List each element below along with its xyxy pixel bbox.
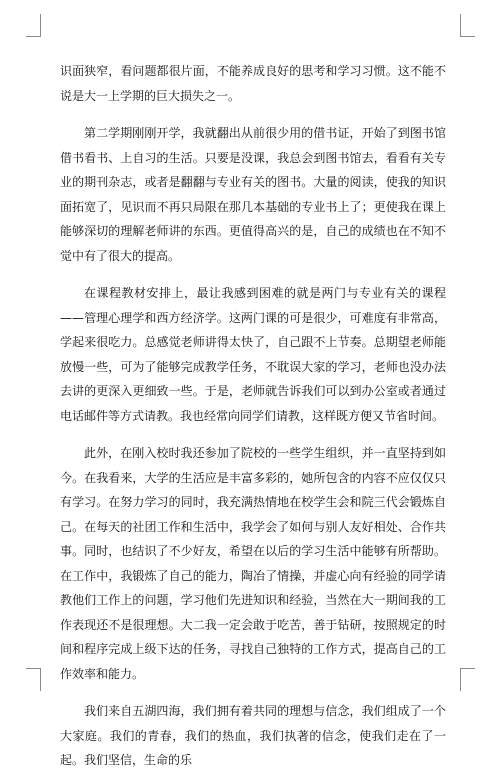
crop-mark-bottom-right <box>460 668 475 691</box>
paragraph-3: 在课程教材安排上，最让我感到困难的就是两门与专业有关的课程——管理心理学和西方经济学。这两门课的可是很少，可难度有非常高，学起来很吃力。总感觉老师讲得太快了，自己跟不上节奏。总期望老师能放慢一些，可为了能够完成教学任务，不耽误大家的学习，老师也没办法去讲的更深入更细致一些。于是，老师就告诉我们可以到办公室或者通过电话邮件等方式请教。我也经常向同学们请教，这样既方便又节省时间。 <box>60 286 446 423</box>
paragraph-1: 识面狭窄，看问题都很片面，不能养成良好的思考和学习习惯。这不能不说是大一上学期的巨大损失之一。 <box>60 64 446 103</box>
paragraph-2: 第二学期刚刚开学，我就翻出从前很少用的借书证，开始了到图书馆借书看书、上自习的生活。只要是没课，我总会到图书馆去，看看有关专业的期刊杂志，或者是翻翻与专业有关的图书。大量的阅读，使我的知识面拓宽了，见识而不再只局限在那几本基础的专业书上了；更使我在课上能够深切的理解老师讲的东西。更值得高兴的是，自己的成绩也在不知不觉中有了很大的提高。 <box>60 126 446 263</box>
document-body <box>60 59 446 773</box>
crop-mark-top-left <box>26 14 41 37</box>
crop-mark-bottom-left <box>26 668 41 691</box>
crop-mark-top-right <box>460 14 475 37</box>
paragraph-4: 此外，在刚入校时我还参加了院校的一些学生组织，并一直坚持到如今。在我看来，大学的生活应是丰富多彩的，她所包含的内容不应仅仅只有学习。在努力学习的同时，我充满热情地在校学生会和院三代会锻炼自己。在每天的社团工作和生活中，我学会了如何与别人友好相处、合作共事。同时，也结识了不少好友，希望在以后的学习生活中能够有所帮助。在工作中，我锻炼了自己的能力，陶冶了情操，并虚心向有经验的同学请教他们工作上的问题，学习他们先进知识和经验，当然在大一期间我的工作表现还不是很理想。大二我一定会敢于吃苦，善于钻研，按照规定的时间和程序完成上级下达的任务，寻找自己独特的工作方式，提高自己的工作效率和能力。 <box>60 446 446 681</box>
paragraph-5: 我们来自五湖四海，我们拥有着共同的理想与信念，我们组成了一个大家庭。我们的青春，我们的热血，我们执著的信念，使我们走在了一起。我们坚信，生命的乐 <box>60 704 446 767</box>
